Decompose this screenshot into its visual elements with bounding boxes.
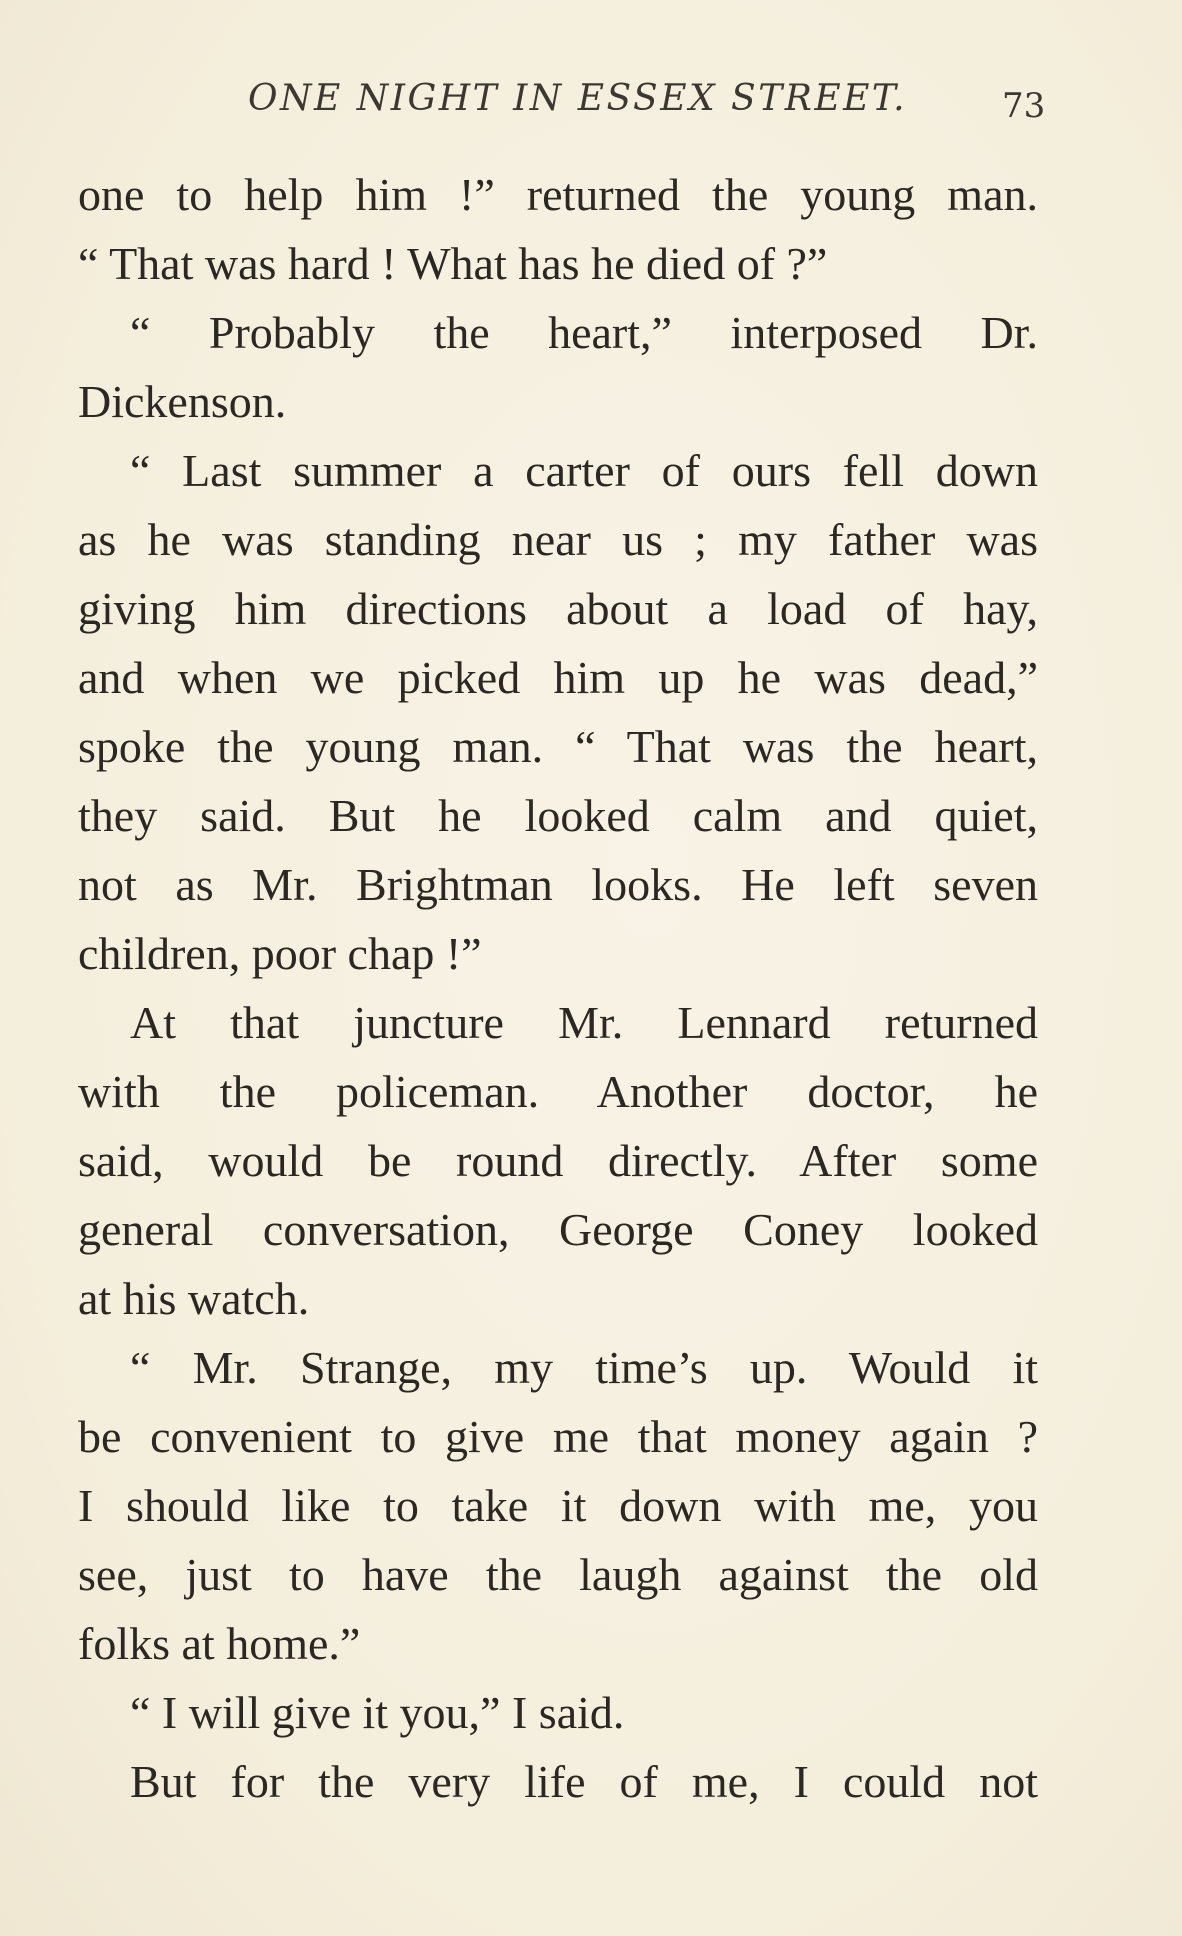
text-line: Dickenson. <box>78 376 287 427</box>
text-line: giving him directions about a load of hay, <box>78 583 1038 634</box>
page-number: 73 <box>1002 86 1046 126</box>
text-line: with the policeman. Another doctor, he <box>78 1066 1038 1117</box>
text-line: “ I will give it you,” I said. <box>130 1687 625 1738</box>
running-title: ONE NIGHT IN ESSEX STREET. <box>248 78 908 119</box>
text-line: “ That was hard ! What has he died of ?” <box>78 238 828 289</box>
text-line: I should like to take it down with me, you <box>78 1480 1038 1531</box>
text-line: said, would be round directly. After some <box>78 1135 1038 1186</box>
text-line: general conversation, George Coney looked <box>78 1204 1038 1255</box>
text-line: be convenient to give me that money again ? <box>78 1411 1038 1462</box>
text-line: at his watch. <box>78 1273 310 1324</box>
text-line: spoke the young man. “ That was the heart, <box>78 721 1038 772</box>
text-line: “ Mr. Strange, my time’s up. Would it <box>130 1342 1038 1393</box>
running-head <box>0 72 1182 132</box>
text-line: “ Probably the heart,” interposed Dr. <box>130 307 1038 358</box>
text-line: folks at home.” <box>78 1618 361 1669</box>
text-line: “ Last summer a carter of ours fell down <box>130 445 1038 496</box>
text-line: they said. But he looked calm and quiet, <box>78 790 1038 841</box>
text-line: But for the very life of me, I could not <box>130 1756 1038 1807</box>
text-line: not as Mr. Brightman looks. He left seven <box>78 859 1038 910</box>
body-text <box>78 160 1038 1816</box>
text-line: and when we picked him up he was dead,” <box>78 652 1038 703</box>
text-line: one to help him !” returned the young man. <box>78 169 1038 220</box>
text-line: see, just to have the laugh against the old <box>78 1549 1038 1600</box>
text-line: At that juncture Mr. Lennard returned <box>130 997 1038 1048</box>
text-line: as he was standing near us ; my father was <box>78 514 1038 565</box>
text-line: children, poor chap !” <box>78 928 482 979</box>
